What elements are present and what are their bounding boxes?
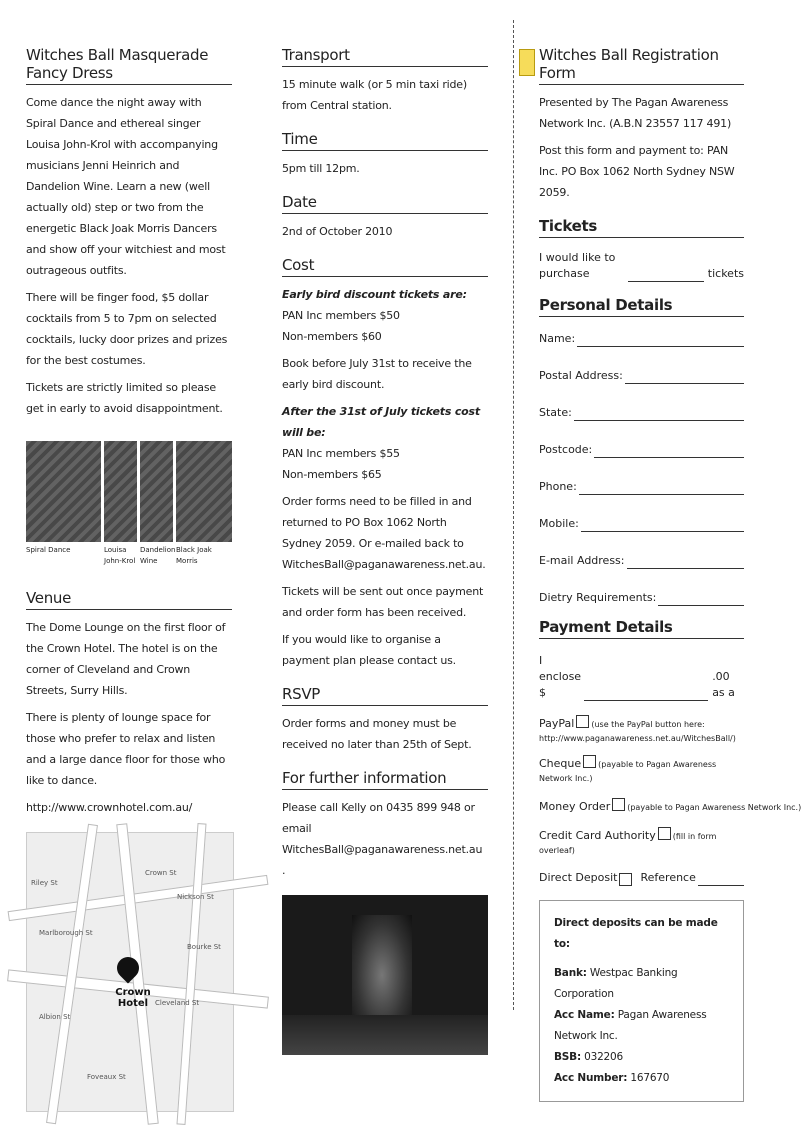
- acc-name-value: Pagan Awareness Network Inc.: [554, 1009, 707, 1042]
- location-map: [26, 832, 234, 1112]
- phone-field[interactable]: [539, 479, 744, 495]
- enclose-amount-row: [539, 653, 744, 701]
- field-label: Name:: [539, 332, 576, 345]
- cost-heading: Cost: [282, 256, 488, 277]
- map-label: Foveaux St: [87, 1073, 126, 1081]
- rsvp-text: Order forms and money must be received no later than 25th of Sept.: [282, 717, 472, 751]
- paypal-checkbox[interactable]: [576, 715, 589, 728]
- event-info-column: [26, 46, 232, 1112]
- bank-label: Bank:: [554, 967, 587, 979]
- bank-value: Westpac Banking Corporation: [554, 967, 678, 1000]
- details-column: [282, 46, 488, 1055]
- money-order-label: Money Order: [539, 800, 611, 813]
- food-paragraph: There will be finger food, $5 dollar cocktails from 5 to 7pm on selected cocktails, lucky door prizes and prizes for the best costumes.: [26, 291, 228, 367]
- caption: Black Joak Morris: [176, 546, 212, 565]
- info-text: Please call Kelly on 0435 899 948 or email WitchesBall@paganawareness.net.au .: [282, 801, 483, 877]
- map-label: Bourke St: [187, 943, 221, 951]
- field-label: Mobile:: [539, 517, 579, 530]
- state-field[interactable]: [539, 405, 744, 421]
- after-non-price: Non-members $65: [282, 468, 382, 481]
- venue-paragraph: The Dome Lounge on the first floor of the Crown Hotel. The hotel is on the corner of Cleveland and Crown Streets, Surry Hills.: [26, 621, 226, 697]
- cheque-option: [539, 755, 744, 785]
- caption: Louisa John-Krol: [104, 546, 136, 565]
- credit-note: (fill in form overleaf): [539, 832, 717, 855]
- enclose-label: I enclose $: [539, 654, 582, 699]
- map-label: Riley St: [31, 879, 58, 887]
- venue-url[interactable]: http://www.crownhotel.com.au/: [26, 801, 193, 814]
- map-label: Marlborough St: [39, 929, 93, 937]
- cheque-checkbox[interactable]: [583, 755, 596, 768]
- map-label: Nickson St: [177, 893, 214, 901]
- purchase-label: I would like to purchase: [539, 251, 616, 280]
- email-field[interactable]: [539, 553, 744, 569]
- date-heading: Date: [282, 193, 488, 214]
- direct-deposit-option: [539, 870, 744, 886]
- bsb-label: BSB:: [554, 1051, 581, 1063]
- early-non-price: Non-members $60: [282, 330, 382, 343]
- time-heading: Time: [282, 130, 488, 151]
- direct-checkbox[interactable]: [619, 873, 632, 886]
- map-label: Crown St: [145, 869, 177, 877]
- post-text: Post this form and payment to: PAN Inc. PO Box 1062 North Sydney NSW 2059.: [539, 144, 735, 199]
- field-label: Postal Address:: [539, 369, 623, 382]
- ticket-quantity-input[interactable]: [628, 269, 704, 282]
- money-order-checkbox[interactable]: [612, 798, 625, 811]
- book-before-text: Book before July 31st to receive the early bird discount.: [282, 357, 472, 391]
- tickets-label: tickets: [707, 267, 744, 280]
- transport-text: 15 minute walk (or 5 min taxi ride) from Central station.: [282, 78, 467, 112]
- money-order-note: (payable to Pagan Awareness Network Inc.): [627, 803, 801, 812]
- map-pin-label: Crown Hotel: [115, 987, 151, 1009]
- acc-num-value: 167670: [630, 1072, 670, 1084]
- photo-captions: [26, 545, 232, 567]
- bsb-value: 032206: [584, 1051, 623, 1063]
- info-heading: For further information: [282, 769, 488, 790]
- paypal-label: PayPal: [539, 717, 575, 730]
- date-text: 2nd of October 2010: [282, 225, 393, 238]
- time-text: 5pm till 12pm.: [282, 162, 360, 175]
- field-label: E-mail Address:: [539, 554, 625, 567]
- fold-line: [513, 20, 515, 1010]
- form-title: Witches Ball Registration Form: [539, 46, 744, 85]
- paypal-option: [539, 715, 744, 745]
- spiral-dance-photo: [26, 441, 101, 542]
- paypal-note: (use the PayPal button here: http://www.paganawareness.net.au/WitchesBall/): [539, 720, 736, 743]
- cheque-note: (payable to Pagan Awareness Network Inc.): [539, 760, 717, 783]
- tickets-sent-text: Tickets will be sent out once payment and order form has been received.: [282, 585, 484, 619]
- mobile-field[interactable]: [539, 516, 744, 532]
- enclose-suffix: .00 as a: [712, 670, 735, 699]
- transport-heading: Transport: [282, 46, 488, 67]
- acc-name-label: Acc Name:: [554, 1009, 615, 1021]
- credit-checkbox[interactable]: [658, 827, 671, 840]
- postcode-field[interactable]: [539, 442, 744, 458]
- event-title: Witches Ball Masquerade Fancy Dress: [26, 46, 232, 85]
- performer-photos: [26, 441, 232, 542]
- dandelion-wine-photo: [140, 441, 173, 542]
- field-label: Dietry Requirements:: [539, 591, 657, 604]
- money-order-option: [539, 798, 801, 814]
- amount-input[interactable]: [584, 688, 708, 701]
- registration-form-column: [539, 46, 801, 1102]
- personal-details-heading: Personal Details: [539, 296, 744, 317]
- caption: Spiral Dance: [26, 546, 71, 554]
- intro-paragraph: Come dance the night away with Spiral Dance and ethereal singer Louisa John-Krol with accompanying musicians Jenni Heinrich and Dandelion Wine. Learn a new (well actually old) step or two from the energetic Black Joak Morris Dancers and show off your witchiest and most outrageous outfits.: [26, 96, 226, 277]
- after-label: After the 31st of July tickets cost will be:: [282, 405, 480, 439]
- caption: Dandelion Wine: [140, 546, 176, 565]
- credit-label: Credit Card Authority: [539, 829, 656, 842]
- payment-details-heading: Payment Details: [539, 618, 744, 639]
- map-label: Albion St: [39, 1013, 71, 1021]
- name-field[interactable]: [539, 331, 744, 347]
- tickets-heading: Tickets: [539, 217, 744, 238]
- dietary-field[interactable]: [539, 590, 744, 606]
- louisa-photo: [104, 441, 137, 542]
- order-forms-text: Order forms need to be filled in and returned to PO Box 1062 North Sydney 2059. Or e-mailed back to WitchesBall@paganawareness.net.au.: [282, 495, 486, 571]
- credit-card-option: [539, 827, 744, 857]
- postal-address-field[interactable]: [539, 368, 744, 384]
- rsvp-heading: RSVP: [282, 685, 488, 706]
- presented-text: Presented by The Pagan Awareness Network Inc. (A.B.N 23557 117 491): [539, 96, 732, 130]
- dd-title: Direct deposits can be made to:: [554, 917, 718, 950]
- map-label: Cleveland St: [155, 999, 200, 1007]
- cheque-label: Cheque: [539, 757, 582, 770]
- field-label: Phone:: [539, 480, 577, 493]
- venue-heading: Venue: [26, 589, 232, 610]
- after-pan-price: PAN Inc members $55: [282, 447, 400, 460]
- note-icon[interactable]: [519, 49, 535, 76]
- direct-deposit-box: [539, 900, 744, 1102]
- reference-label: Reference: [640, 871, 696, 884]
- reference-input[interactable]: [698, 873, 744, 886]
- direct-label: Direct Deposit: [539, 871, 618, 884]
- ticket-quantity-row: [539, 250, 744, 282]
- field-label: State:: [539, 406, 572, 419]
- early-pan-price: PAN Inc members $50: [282, 309, 400, 322]
- tickets-paragraph: Tickets are strictly limited so please get in early to avoid disappointment.: [26, 381, 223, 415]
- early-bird-label: Early bird discount tickets are:: [282, 288, 467, 301]
- payment-plan-text: If you would like to organise a payment plan please contact us.: [282, 633, 456, 667]
- acc-num-label: Acc Number:: [554, 1072, 628, 1084]
- venue-lounge-paragraph: There is plenty of lounge space for those who prefer to relax and listen and a large dance floor for those who like to dance.: [26, 711, 226, 787]
- venue-photo: [282, 895, 488, 1055]
- black-joak-photo: [176, 441, 232, 542]
- field-label: Postcode:: [539, 443, 593, 456]
